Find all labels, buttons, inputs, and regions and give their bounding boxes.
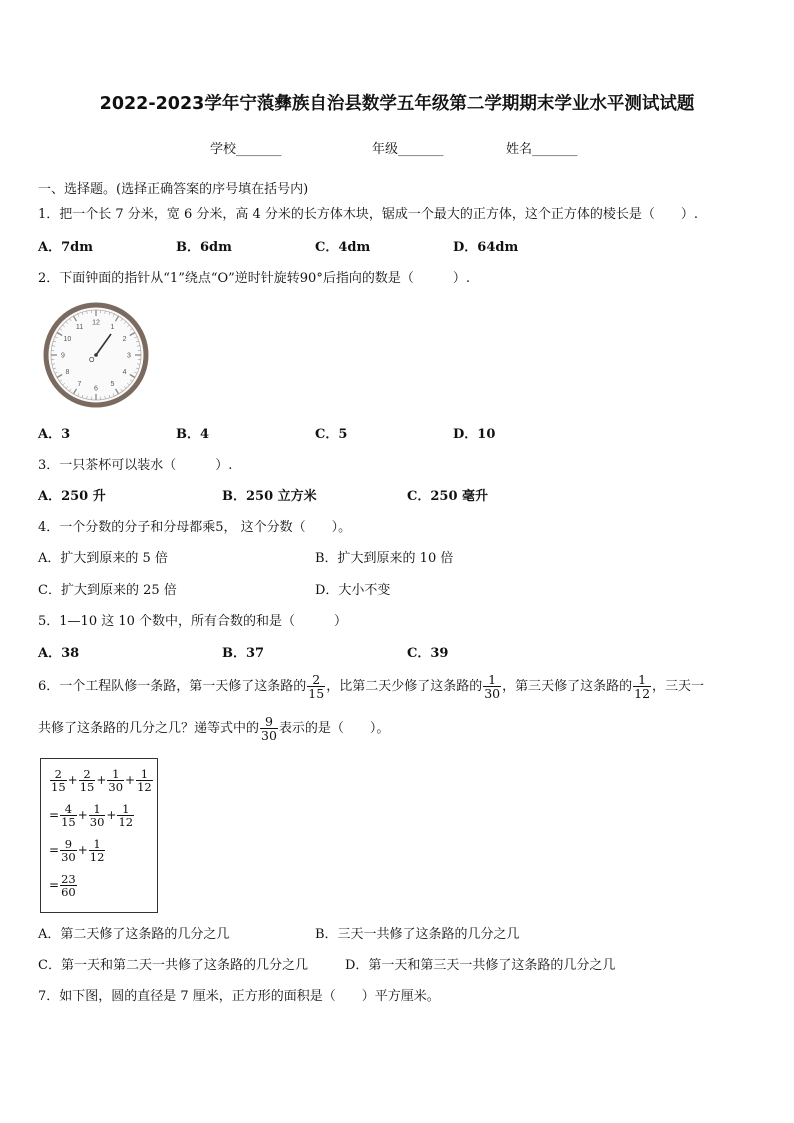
q6-option-d: D．第一天和第三天一共修了这条路的几分之几 bbox=[345, 958, 616, 973]
clock-number: 8 bbox=[65, 369, 70, 376]
question-5-stem: 5．1—10 这 10 个数中，所有合数的和是（ ） bbox=[38, 614, 348, 629]
clock-number: 2 bbox=[122, 336, 127, 343]
q6-option-b: B．三天一共修了这条路的几分之几 bbox=[315, 927, 520, 942]
calc-row-4: = $\frac{23}{60}$ bbox=[49, 872, 76, 899]
q2-option-a: A．3 bbox=[38, 427, 71, 442]
clock-center bbox=[94, 353, 98, 357]
calculation-box bbox=[40, 758, 158, 913]
fraction-numerator: 1 bbox=[638, 672, 647, 687]
question-4-stem: 4．一个分数的分子和分母都乘5， 这个分数（ ）。 bbox=[38, 520, 352, 535]
clock-number: 1 bbox=[110, 323, 115, 331]
q6-text-3: ，第三天修了这条路的 bbox=[502, 679, 633, 694]
fraction-denominator: 15 bbox=[308, 686, 325, 701]
q4-option-c: C．扩大到原来的 25 倍 bbox=[38, 583, 177, 598]
q1-option-b: B．6dm bbox=[176, 240, 232, 255]
q6-option-a: A．第二天修了这条路的几分之几 bbox=[38, 927, 230, 942]
question-7-stem: 7．如下图，圆的直径是 7 厘米，正方形的面积是（ ）平方厘米。 bbox=[38, 989, 440, 1004]
q6-text-2: ，比第二天少修了这条路的 bbox=[326, 679, 483, 694]
clock-number: 3 bbox=[127, 352, 131, 360]
clock-number: 12 bbox=[92, 319, 100, 327]
q4-option-d: D．大小不变 bbox=[315, 583, 391, 598]
page-title: 2022-2023学年宁蒗彝族自治县数学五年级第二学期期末学业水平测试试题 bbox=[99, 94, 695, 114]
clock-number: 6 bbox=[94, 385, 98, 393]
q6-text-5: 共修了这条路的几分之几？递等式中的 bbox=[38, 721, 260, 736]
section-heading: 一、选择题。(选择正确答案的序号填在括号内) bbox=[38, 182, 309, 197]
clock-number: 7 bbox=[77, 381, 82, 389]
q5-option-c: C．39 bbox=[407, 646, 449, 661]
clock-number: 5 bbox=[110, 381, 115, 389]
fraction bbox=[260, 715, 278, 742]
fraction-numerator: 1 bbox=[488, 672, 497, 687]
question-1-stem: 1．把一个长 7 分米，宽 6 分米，高 4 分米的长方体木块，锯成一个最大的正方体，这个正方体的棱长是（ ）. bbox=[38, 207, 699, 222]
q1-option-a: A．7dm bbox=[38, 240, 93, 255]
fraction-numerator: 9 bbox=[264, 714, 273, 729]
q5-option-a: A．38 bbox=[38, 646, 80, 661]
q6-option-c: C．第一天和第二天一共修了这条路的几分之几 bbox=[38, 958, 308, 973]
name-field: 姓名_______ bbox=[506, 142, 578, 157]
fraction bbox=[483, 673, 501, 700]
q6-text-6: 表示的是（ ）。 bbox=[278, 721, 390, 736]
clock-number: 11 bbox=[75, 323, 84, 331]
q2-option-d: D．10 bbox=[453, 427, 496, 442]
q5-option-b: B．37 bbox=[222, 646, 265, 661]
clock-center-label: O bbox=[89, 357, 95, 364]
clock-number: 10 bbox=[63, 336, 72, 343]
clock-figure bbox=[40, 302, 152, 408]
calc-row-2: = $\frac{4}{15}$ + $\frac{1}{30}$ + $\frac{1}{12}$ bbox=[49, 802, 134, 829]
fraction-denominator: 30 bbox=[484, 686, 501, 701]
fraction-denominator: 30 bbox=[261, 728, 277, 743]
question-2-stem: 2．下面钟面的指针从“1”绕点“O”逆时针旋转90°后指向的数是（ ）. bbox=[38, 271, 470, 286]
q4-option-a: A．扩大到原来的 5 倍 bbox=[38, 551, 168, 566]
q3-option-a: A．250 升 bbox=[38, 489, 106, 504]
q3-option-c: C．250 毫升 bbox=[407, 489, 489, 504]
q6-text-4: ，三天一 bbox=[652, 679, 705, 694]
grade-field: 年级_______ bbox=[372, 142, 444, 157]
question-6-line-1 bbox=[38, 670, 704, 704]
q6-text-1: 6．一个工程队修一条路，第一天修了这条路的 bbox=[38, 679, 307, 694]
question-3-stem: 3．一只茶杯可以装水（ ）. bbox=[38, 458, 233, 473]
clock-number: 9 bbox=[61, 352, 65, 360]
q3-option-b: B．250 立方米 bbox=[222, 489, 317, 504]
q1-option-c: C．4dm bbox=[315, 240, 371, 255]
school-field: 学校_______ bbox=[210, 142, 282, 157]
calc-row-3: = $\frac{9}{30}$ + $\frac{1}{12}$ bbox=[49, 837, 105, 864]
fraction-numerator: 2 bbox=[312, 672, 321, 687]
fraction-denominator: 12 bbox=[634, 686, 651, 701]
q2-option-b: B．4 bbox=[176, 427, 210, 442]
q1-option-d: D．64dm bbox=[453, 240, 519, 255]
fraction bbox=[307, 673, 325, 700]
q4-option-b: B．扩大到原来的 10 倍 bbox=[315, 551, 454, 566]
q2-option-c: C．5 bbox=[315, 427, 348, 442]
question-6-line-2 bbox=[38, 712, 389, 746]
calc-row-1: $\frac{2}{15}$ + $\frac{2}{15}$ + $\frac{1}{30}$ + $\frac{1}{12}$ bbox=[51, 767, 152, 794]
clock-number: 4 bbox=[122, 369, 127, 376]
fraction bbox=[633, 673, 651, 700]
